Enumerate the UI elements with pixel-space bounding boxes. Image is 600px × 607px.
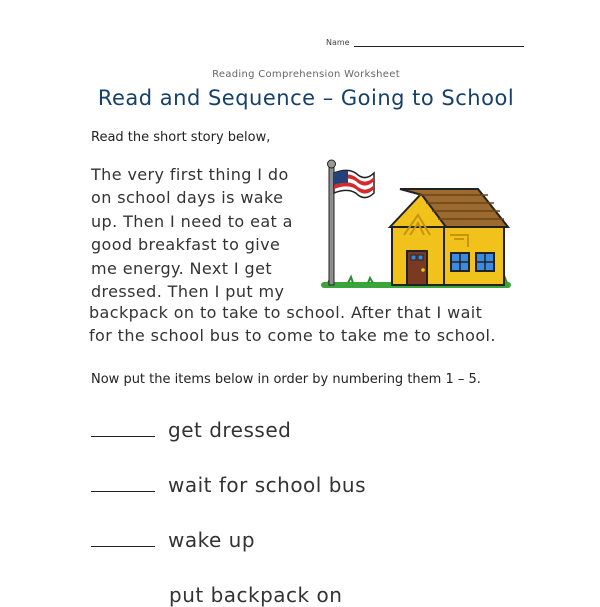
story-line: dressed. Then I put my bbox=[91, 282, 285, 301]
school-house-icon bbox=[318, 155, 518, 295]
sequence-item-label: get dressed bbox=[168, 418, 292, 442]
story-line: for the school bus to come to take me to school. bbox=[89, 326, 496, 345]
story-line: backpack on to take to school. After that I wait bbox=[89, 303, 483, 322]
story-line: up. Then I need to eat a bbox=[91, 211, 293, 231]
answer-blank[interactable] bbox=[91, 546, 155, 547]
story-line: good breakfast to give bbox=[91, 235, 281, 255]
name-field[interactable] bbox=[326, 38, 524, 47]
story-line: on school days is wake bbox=[91, 188, 284, 208]
worksheet-subtitle: Reading Comprehension Worksheet bbox=[212, 69, 400, 80]
order-instruction: Now put the items below in order by numbering them 1 – 5. bbox=[91, 372, 481, 387]
read-instruction: Read the short story below, bbox=[91, 130, 271, 145]
sequence-item-label: wait for school bus bbox=[168, 473, 366, 497]
sequence-item bbox=[91, 473, 366, 497]
name-label: Name bbox=[326, 38, 350, 47]
sequence-item bbox=[91, 418, 291, 442]
answer-blank[interactable] bbox=[91, 491, 155, 492]
answer-blank[interactable] bbox=[91, 436, 155, 437]
sequence-item-label: put backpack on bbox=[169, 583, 343, 607]
name-line[interactable] bbox=[354, 38, 524, 47]
page-title: Read and Sequence – Going to School bbox=[97, 86, 515, 110]
story-line: The very first thing I do bbox=[91, 165, 289, 184]
sequence-item bbox=[169, 583, 342, 607]
sequence-item-label: wake up bbox=[168, 528, 256, 552]
story-line: me energy. Next I get bbox=[91, 258, 272, 278]
sequence-item bbox=[91, 528, 255, 552]
